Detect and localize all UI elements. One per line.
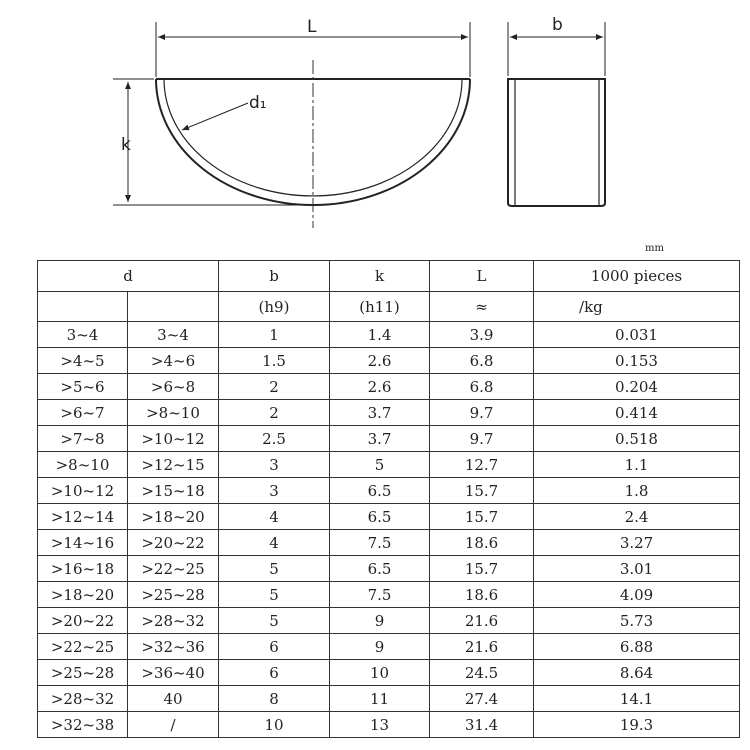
cell-L: 18.6 bbox=[430, 582, 534, 608]
cell-L: 6.8 bbox=[430, 348, 534, 374]
cell-L: 9.7 bbox=[430, 426, 534, 452]
cell-k: 7.5 bbox=[330, 530, 430, 556]
cell-L: 9.7 bbox=[430, 400, 534, 426]
dimension-table bbox=[37, 260, 740, 738]
cell-d-range-2: >18~20 bbox=[128, 504, 219, 530]
header-b-tolerance: (h9) bbox=[219, 292, 330, 322]
cell-weight: 0.204 bbox=[534, 374, 740, 400]
cell-d-range-1: >14~16 bbox=[38, 530, 128, 556]
cell-k: 6.5 bbox=[330, 478, 430, 504]
cell-k: 9 bbox=[330, 608, 430, 634]
cell-weight: 5.73 bbox=[534, 608, 740, 634]
table-row bbox=[38, 556, 740, 582]
cell-d-range-1: >8~10 bbox=[38, 452, 128, 478]
cell-d-range-1: >18~20 bbox=[38, 582, 128, 608]
cell-k: 3.7 bbox=[330, 426, 430, 452]
cell-d-range-2: >28~32 bbox=[128, 608, 219, 634]
cell-L: 24.5 bbox=[430, 660, 534, 686]
cell-weight: 6.88 bbox=[534, 634, 740, 660]
table-row bbox=[38, 660, 740, 686]
label-b: b bbox=[552, 15, 563, 35]
cell-d-range-2: >36~40 bbox=[128, 660, 219, 686]
cell-k: 2.6 bbox=[330, 348, 430, 374]
cell-weight: 3.01 bbox=[534, 556, 740, 582]
cell-d-range-1: >5~6 bbox=[38, 374, 128, 400]
table-row bbox=[38, 322, 740, 348]
table-row bbox=[38, 426, 740, 452]
header-row-1 bbox=[38, 261, 740, 292]
cell-b: 6 bbox=[219, 634, 330, 660]
cell-d-range-2: >32~36 bbox=[128, 634, 219, 660]
table-row bbox=[38, 634, 740, 660]
cell-d-range-1: >22~25 bbox=[38, 634, 128, 660]
cell-weight: 1.8 bbox=[534, 478, 740, 504]
cell-d-range-2: 40 bbox=[128, 686, 219, 712]
table-row bbox=[38, 400, 740, 426]
cell-weight: 8.64 bbox=[534, 660, 740, 686]
cell-d-range-2: >20~22 bbox=[128, 530, 219, 556]
cell-k: 9 bbox=[330, 634, 430, 660]
cell-weight: 14.1 bbox=[534, 686, 740, 712]
cell-d-range-2: / bbox=[128, 712, 219, 738]
cell-b: 1.5 bbox=[219, 348, 330, 374]
cell-weight: 3.27 bbox=[534, 530, 740, 556]
table-row bbox=[38, 348, 740, 374]
header-b: b bbox=[219, 261, 330, 292]
cell-L: 21.6 bbox=[430, 634, 534, 660]
table-row bbox=[38, 712, 740, 738]
cell-d-range-1: >20~22 bbox=[38, 608, 128, 634]
cell-k: 10 bbox=[330, 660, 430, 686]
cell-b: 5 bbox=[219, 608, 330, 634]
unit-label: mm bbox=[645, 243, 664, 254]
table-row bbox=[38, 374, 740, 400]
cell-b: 6 bbox=[219, 660, 330, 686]
table-row bbox=[38, 478, 740, 504]
cell-b: 2.5 bbox=[219, 426, 330, 452]
cell-d-range-2: >10~12 bbox=[128, 426, 219, 452]
cell-weight: 0.153 bbox=[534, 348, 740, 374]
leader-d1 bbox=[182, 103, 248, 130]
cell-weight: 1.1 bbox=[534, 452, 740, 478]
label-k: k bbox=[121, 135, 131, 155]
cell-L: 27.4 bbox=[430, 686, 534, 712]
cell-L: 12.7 bbox=[430, 452, 534, 478]
header-row-2 bbox=[38, 292, 740, 322]
cell-d-range-2: >6~8 bbox=[128, 374, 219, 400]
cell-k: 5 bbox=[330, 452, 430, 478]
cell-L: 15.7 bbox=[430, 478, 534, 504]
cell-k: 2.6 bbox=[330, 374, 430, 400]
label-d1: d₁ bbox=[249, 93, 267, 113]
cell-d-range-1: >32~38 bbox=[38, 712, 128, 738]
cell-k: 11 bbox=[330, 686, 430, 712]
cell-d-range-1: >10~12 bbox=[38, 478, 128, 504]
header-d-sub-2 bbox=[128, 292, 219, 322]
cell-d-range-1: >12~14 bbox=[38, 504, 128, 530]
cell-d-range-2: >4~6 bbox=[128, 348, 219, 374]
cell-b: 1 bbox=[219, 322, 330, 348]
woodruff-key-drawing bbox=[0, 0, 750, 240]
cell-d-range-1: >28~32 bbox=[38, 686, 128, 712]
table-row bbox=[38, 452, 740, 478]
side-view bbox=[508, 79, 605, 206]
cell-d-range-2: 3~4 bbox=[128, 322, 219, 348]
cell-d-range-2: >12~15 bbox=[128, 452, 219, 478]
cell-d-range-1: >4~5 bbox=[38, 348, 128, 374]
table-row bbox=[38, 608, 740, 634]
cell-weight: 0.518 bbox=[534, 426, 740, 452]
cell-d-range-2: >22~25 bbox=[128, 556, 219, 582]
cell-weight: 0.031 bbox=[534, 322, 740, 348]
header-L: L bbox=[430, 261, 534, 292]
cell-k: 7.5 bbox=[330, 582, 430, 608]
cell-b: 5 bbox=[219, 582, 330, 608]
cell-b: 4 bbox=[219, 504, 330, 530]
table-row bbox=[38, 582, 740, 608]
table-row bbox=[38, 686, 740, 712]
cell-d-range-2: >25~28 bbox=[128, 582, 219, 608]
header-d-sub-1 bbox=[38, 292, 128, 322]
cell-d-range-2: >8~10 bbox=[128, 400, 219, 426]
cell-d-range-1: >25~28 bbox=[38, 660, 128, 686]
header-pieces-unit: /kg bbox=[534, 292, 740, 322]
cell-weight: 4.09 bbox=[534, 582, 740, 608]
cell-b: 3 bbox=[219, 452, 330, 478]
dimension-k bbox=[113, 79, 312, 205]
cell-weight: 0.414 bbox=[534, 400, 740, 426]
table-row bbox=[38, 504, 740, 530]
cell-d-range-2: >15~18 bbox=[128, 478, 219, 504]
cell-d-range-1: 3~4 bbox=[38, 322, 128, 348]
cell-L: 6.8 bbox=[430, 374, 534, 400]
table-row bbox=[38, 530, 740, 556]
cell-L: 15.7 bbox=[430, 504, 534, 530]
header-k-tolerance: (h11) bbox=[330, 292, 430, 322]
cell-b: 5 bbox=[219, 556, 330, 582]
cell-L: 21.6 bbox=[430, 608, 534, 634]
cell-d-range-1: >16~18 bbox=[38, 556, 128, 582]
cell-b: 3 bbox=[219, 478, 330, 504]
cell-k: 3.7 bbox=[330, 400, 430, 426]
cell-b: 2 bbox=[219, 374, 330, 400]
cell-k: 13 bbox=[330, 712, 430, 738]
cell-L: 3.9 bbox=[430, 322, 534, 348]
header-pieces: 1000 pieces bbox=[534, 261, 740, 292]
cell-L: 18.6 bbox=[430, 530, 534, 556]
cell-k: 1.4 bbox=[330, 322, 430, 348]
header-d: d bbox=[38, 261, 219, 292]
cell-d-range-1: >7~8 bbox=[38, 426, 128, 452]
cell-b: 2 bbox=[219, 400, 330, 426]
cell-weight: 2.4 bbox=[534, 504, 740, 530]
cell-L: 15.7 bbox=[430, 556, 534, 582]
cell-d-range-1: >6~7 bbox=[38, 400, 128, 426]
cell-k: 6.5 bbox=[330, 556, 430, 582]
cell-k: 6.5 bbox=[330, 504, 430, 530]
cell-weight: 19.3 bbox=[534, 712, 740, 738]
cell-b: 8 bbox=[219, 686, 330, 712]
cell-L: 31.4 bbox=[430, 712, 534, 738]
label-L: L bbox=[307, 17, 317, 37]
cell-b: 10 bbox=[219, 712, 330, 738]
header-L-approx: ≈ bbox=[430, 292, 534, 322]
cell-b: 4 bbox=[219, 530, 330, 556]
header-k: k bbox=[330, 261, 430, 292]
